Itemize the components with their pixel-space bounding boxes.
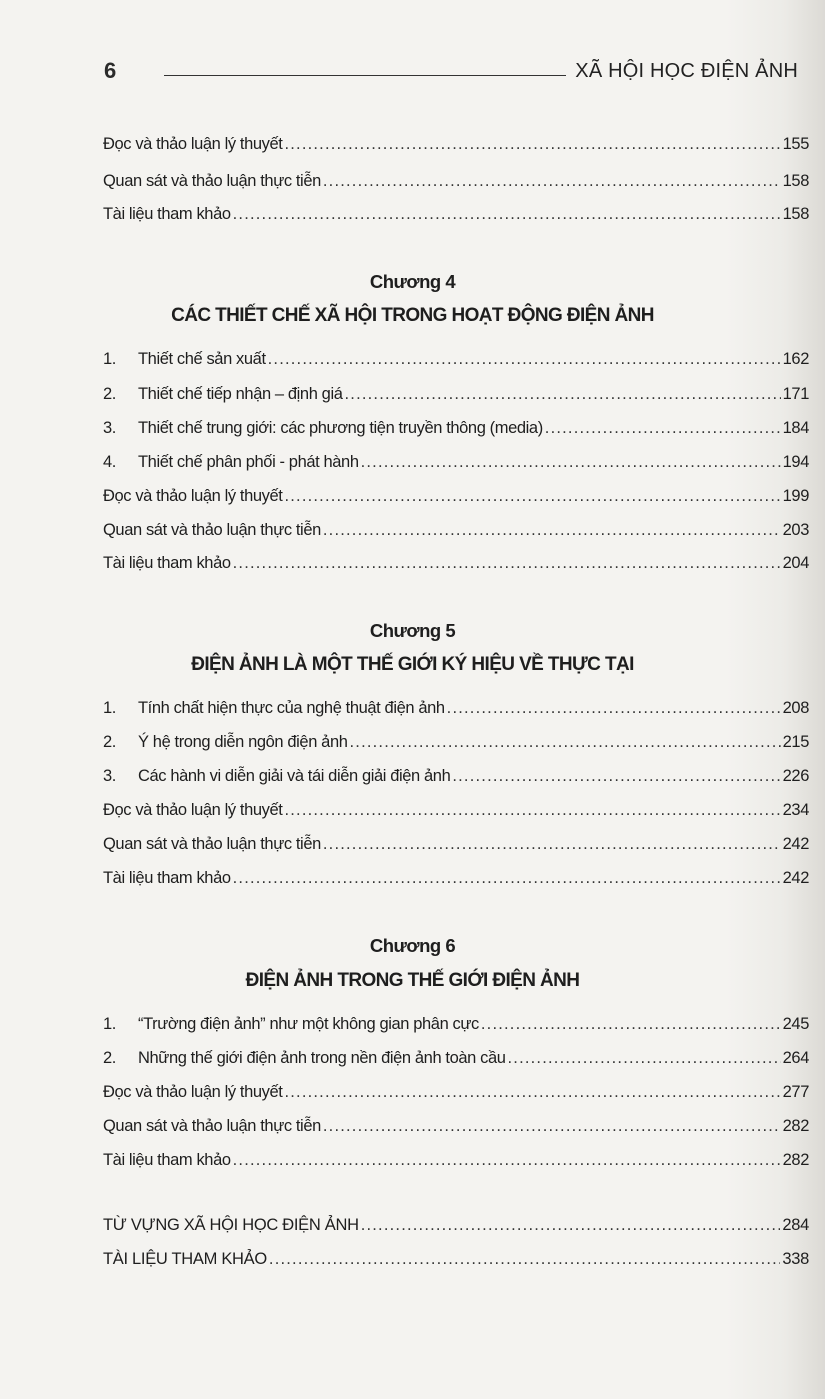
toc-entry: Quan sát và thảo luận thực tiễn ..... 158 xyxy=(103,172,809,196)
toc-entry: Tài liệu tham khảo ..... 282 xyxy=(103,1151,809,1175)
toc-entry: Đọc và thảo luận lý thuyết ..... 234 xyxy=(103,801,809,825)
toc-entry: 4. Thiết chế phân phối - phát hành ..... 194 xyxy=(103,453,809,477)
header-rule xyxy=(164,75,566,76)
toc-entry: 2. Thiết chế tiếp nhận – định giá ..... 171 xyxy=(103,385,809,409)
toc-entry: Quan sát và thảo luận thực tiễn ..... 242 xyxy=(103,835,809,859)
toc-entry: 2. Ý hệ trong diễn ngôn điện ảnh ..... 215 xyxy=(103,733,809,757)
toc-entry: Đọc và thảo luận lý thuyết ..... 199 xyxy=(103,487,809,511)
toc-entry: 1. Thiết chế sản xuất ..... 162 xyxy=(103,350,809,374)
toc-entry-references: TÀI LIỆU THAM KHẢO ..... 338 xyxy=(103,1250,809,1274)
toc-entry: Tài liệu tham khảo ..... 242 xyxy=(103,869,809,893)
toc-entry: Quan sát và thảo luận thực tiễn ..... 203 xyxy=(103,521,809,545)
toc-entry: 1. “Trường điện ảnh” như một không gian phân cực ..... 245 xyxy=(103,1015,809,1039)
chapter-label: Chương 5 xyxy=(369,620,456,641)
page-number: 6 xyxy=(104,58,117,83)
toc-entry: Tài liệu tham khảo ..... 204 xyxy=(103,554,809,578)
chapter-label: Chương 6 xyxy=(369,935,456,956)
toc-entry: 3. Các hành vi diễn giải và tái diễn giải điện ảnh ..... 226 xyxy=(103,767,809,791)
toc-entry: Tài liệu tham khảo ..... 158 xyxy=(103,205,809,229)
chapter-title: CÁC THIẾT CHẾ XÃ HỘI TRONG HOẠT ĐỘNG ĐIỆN ẢNH xyxy=(171,305,654,326)
toc-entry: 1. Tính chất hiện thực của nghệ thuật điện ảnh ..... 208 xyxy=(103,699,809,723)
chapter-label: Chương 4 xyxy=(369,271,456,292)
toc-entry: Đọc và thảo luận lý thuyết ..... 277 xyxy=(103,1083,809,1107)
toc-entry: Đọc và thảo luận lý thuyết ..... 155 xyxy=(103,135,809,159)
chapter-title: ĐIỆN ẢNH TRONG THẾ GIỚI ĐIỆN ẢNH xyxy=(245,970,580,991)
running-header xyxy=(104,58,798,88)
toc-entry: 2. Những thế giới điện ảnh trong nền điện ảnh toàn cầu ..... 264 xyxy=(103,1049,809,1073)
chapter-title: ĐIỆN ẢNH LÀ MỘT THẾ GIỚI KÝ HIỆU VỀ THỰC TẠI xyxy=(191,654,634,675)
toc-entry: Quan sát và thảo luận thực tiễn ..... 282 xyxy=(103,1117,809,1141)
running-title: XÃ HỘI HỌC ĐIỆN ẢNH xyxy=(575,60,798,82)
toc-entry-glossary: TỪ VỰNG XÃ HỘI HỌC ĐIỆN ẢNH ..... 284 xyxy=(103,1216,809,1240)
toc-entry: 3. Thiết chế trung giới: các phương tiện truyền thông (media) ..... 184 xyxy=(103,419,809,443)
